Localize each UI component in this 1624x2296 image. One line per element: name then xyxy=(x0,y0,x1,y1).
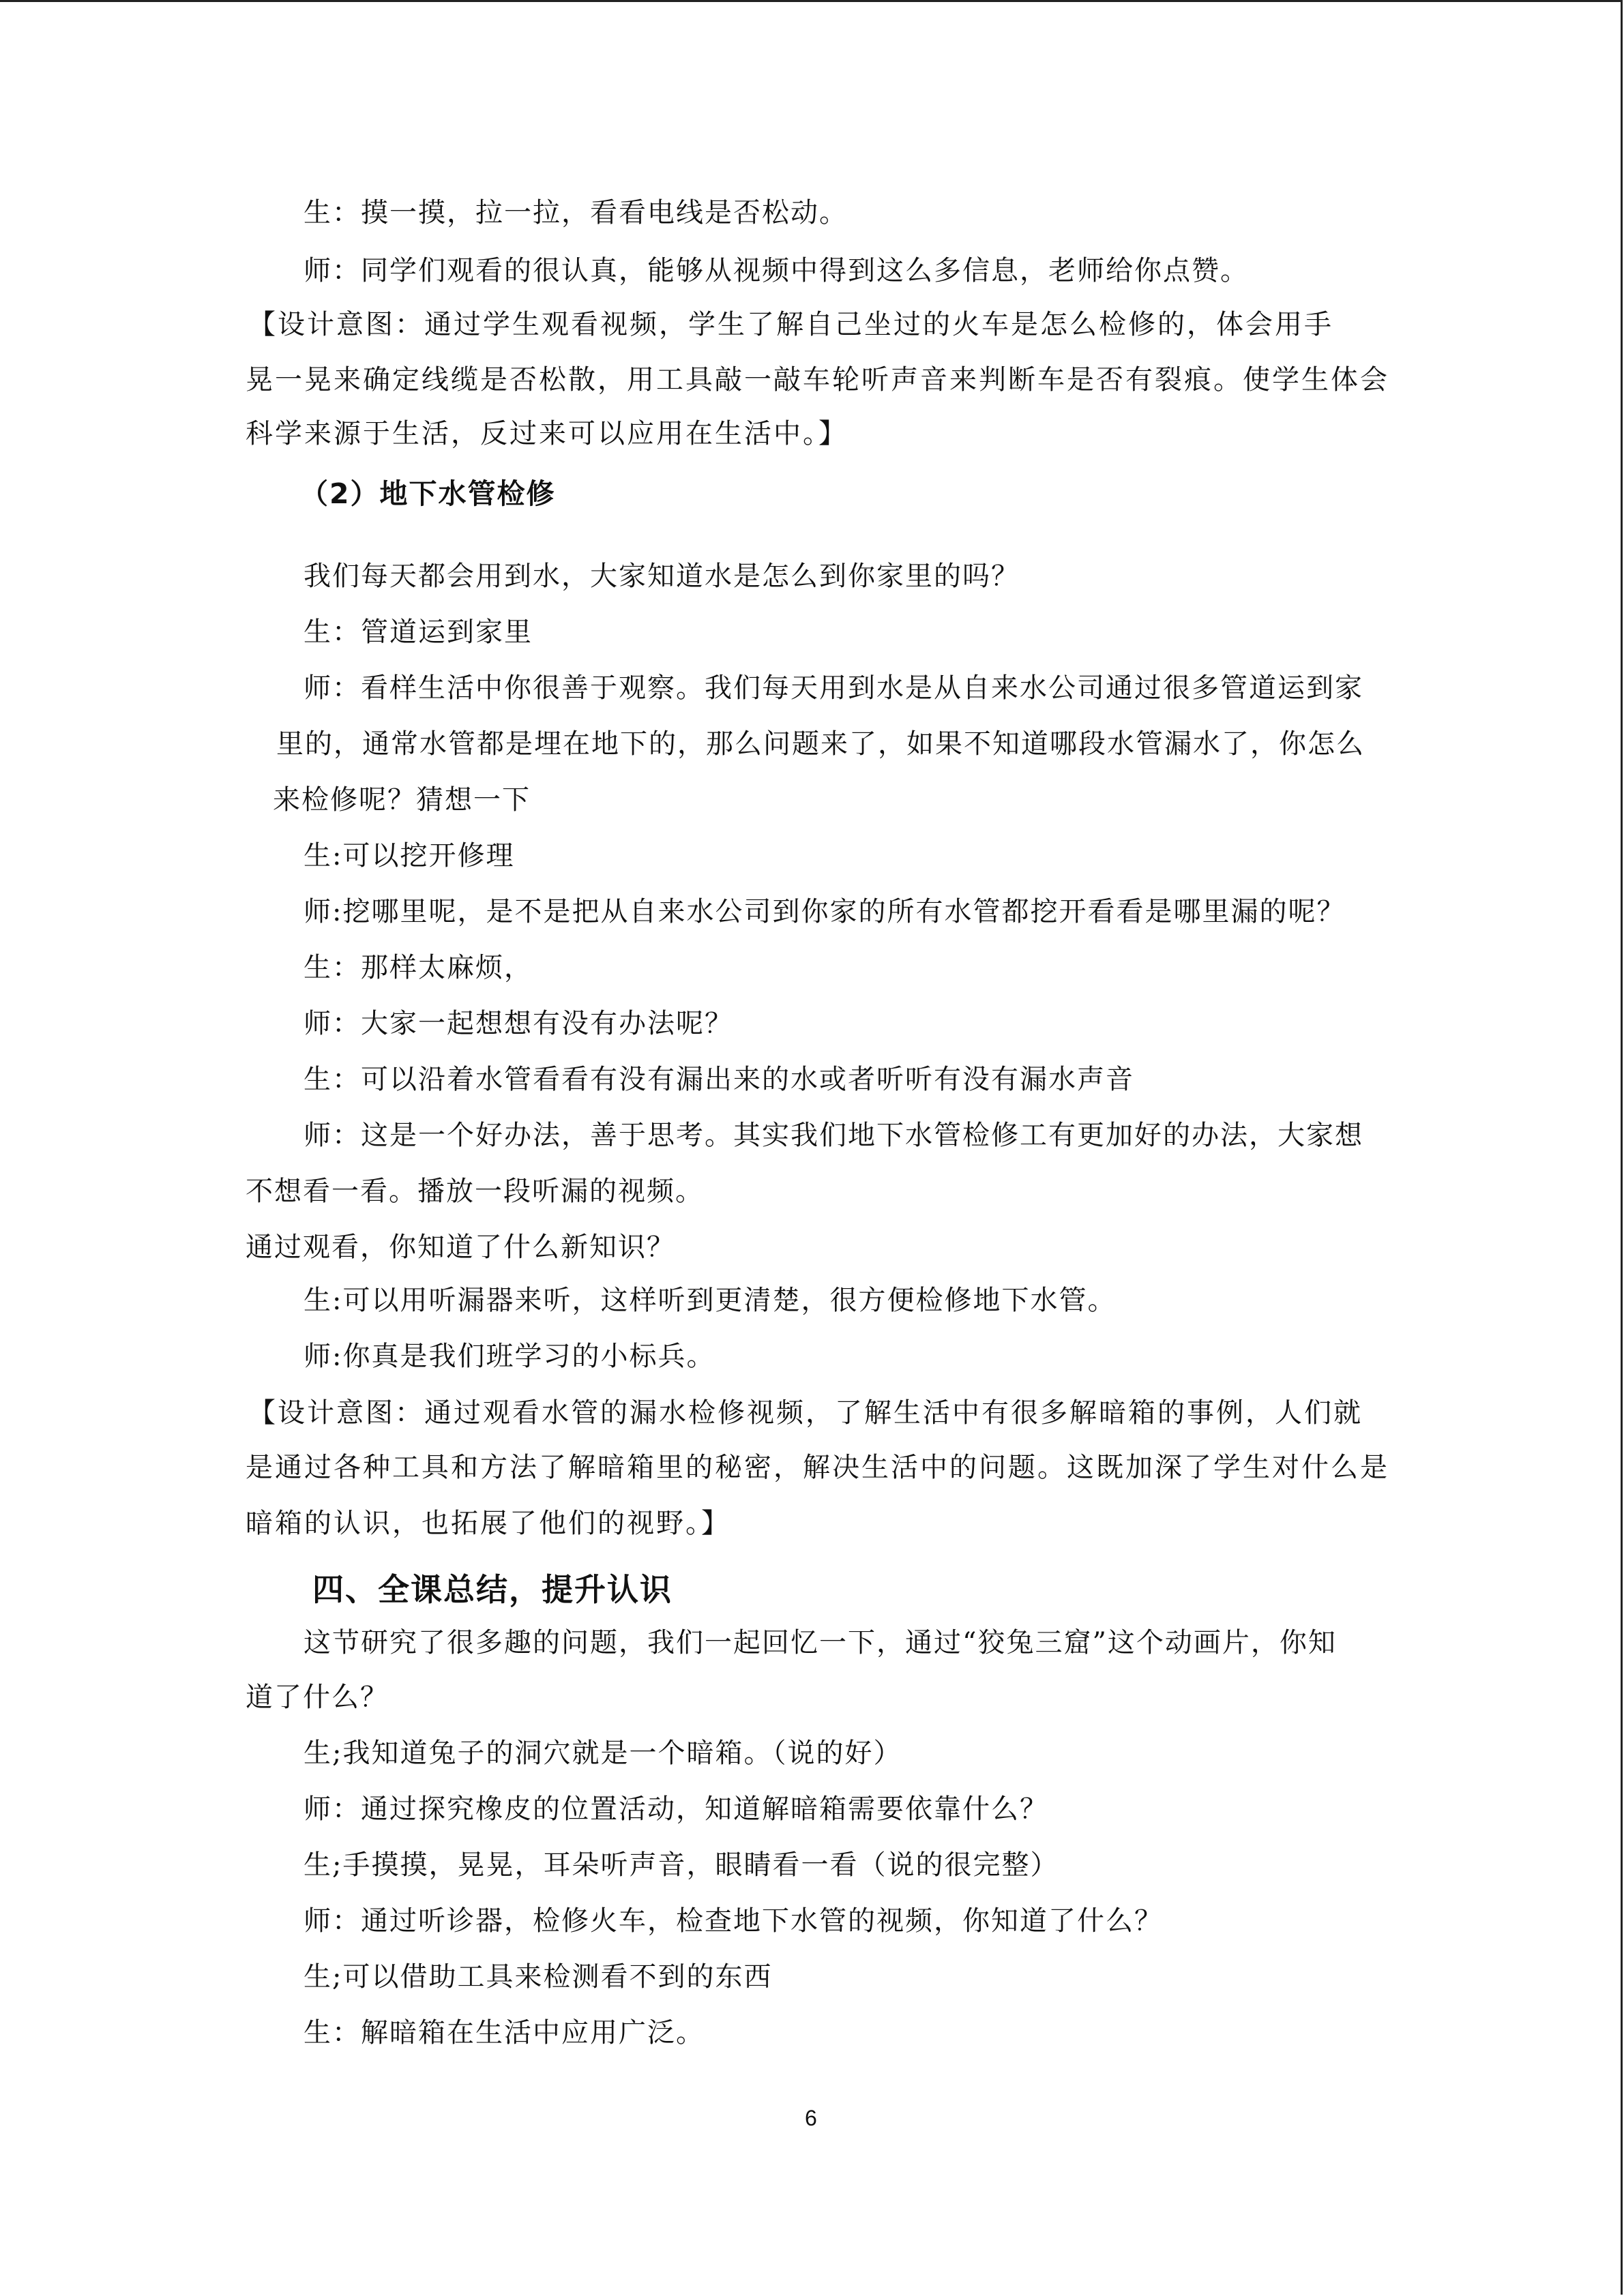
dialogue-line: 来检修呢？猜想一下 xyxy=(273,784,531,816)
subheading: （2）地下水管检修 xyxy=(300,477,556,510)
design-intent-note: 是通过各种工具和方法了解暗箱里的秘密，解决生活中的问题。这既加深了学生对什么是 xyxy=(246,1452,1389,1483)
dialogue-line: 生;我知道兔子的洞穴就是一个暗箱。（说的好） xyxy=(304,1738,902,1769)
design-intent-note: 科学来源于生活，反过来可以应用在生活中。】 xyxy=(246,418,848,449)
section-heading: 四、全课总结，提升认识 xyxy=(312,1571,673,1608)
design-intent-note: 暗箱的认识，也拓展了他们的视野。】 xyxy=(246,1508,730,1539)
paragraph-line: 通过观看，你知道了什么新知识？ xyxy=(246,1232,675,1263)
dialogue-line: 师：这是一个好办法，善于思考。其实我们地下水管检修工有更加好的办法，大家想 xyxy=(304,1120,1363,1151)
dialogue-line: 生：管道运到家里 xyxy=(304,616,533,648)
dialogue-line: 生：摸一摸，拉一拉，看看电线是否松动。 xyxy=(304,197,848,228)
dialogue-line: 生：可以沿着水管看看有没有漏出来的水或者听听有没有漏水声音 xyxy=(304,1064,1134,1095)
paragraph-line: 我们每天都会用到水，大家知道水是怎么到你家里的吗？ xyxy=(304,561,1020,592)
paragraph-line: 道了什么？ xyxy=(246,1682,389,1713)
dialogue-line: 生：解暗箱在生活中应用广泛。 xyxy=(304,2017,705,2048)
dialogue-line: 师:你真是我们班学习的小标兵。 xyxy=(304,1341,715,1372)
dialogue-line: 生:可以挖开修理 xyxy=(304,840,515,871)
dialogue-line: 生:可以用听漏器来听，这样听到更清楚，很方便检修地下水管。 xyxy=(304,1285,1117,1316)
design-intent-note: 【设计意图：通过学生观看视频，学生了解自己坐过的火车是怎么检修的，体会用手 xyxy=(248,309,1333,340)
page-number: 6 xyxy=(805,2106,817,2130)
paragraph-line: 这节研究了很多趣的问题，我们一起回忆一下，通过“狡兔三窟”这个动画片，你知 xyxy=(304,1627,1337,1658)
dialogue-line: 师：大家一起想想有没有办法呢？ xyxy=(304,1008,733,1039)
dialogue-line: 师：通过听诊器，检修火车，检查地下水管的视频，你知道了什么？ xyxy=(304,1905,1163,1937)
dialogue-line: 里的，通常水管都是埋在地下的，那么问题来了，如果不知道哪段水管漏水了，你怎么 xyxy=(276,728,1365,760)
dialogue-line: 生;手摸摸，晃晃，耳朵听声音，眼睛看一看（说的很完整） xyxy=(304,1849,1059,1881)
design-intent-note: 晃一晃来确定线缆是否松散，用工具敲一敲车轮听声音来判断车是否有裂痕。使学生体会 xyxy=(246,364,1389,396)
dialogue-line: 师：通过探究橡皮的位置活动，知道解暗箱需要依靠什么？ xyxy=(304,1793,1048,1825)
dialogue-line: 师：看样生活中你很善于观察。我们每天用到水是从自来水公司通过很多管道运到家 xyxy=(304,672,1363,704)
dialogue-line: 生：那样太麻烦， xyxy=(304,952,533,983)
dialogue-line: 师:挖哪里呢，是不是把从自来水公司到你家的所有水管都挖开看看是哪里漏的呢？ xyxy=(304,896,1346,927)
dialogue-line: 师：同学们观看的很认真，能够从视频中得到这么多信息，老师给你点赞。 xyxy=(304,255,1249,286)
dialogue-line: 生;可以借助工具来检测看不到的东西 xyxy=(304,1961,773,1993)
design-intent-note: 【设计意图：通过观看水管的漏水检修视频，了解生活中有很多解暗箱的事例，人们就 xyxy=(248,1397,1363,1429)
dialogue-line: 不想看一看。播放一段听漏的视频。 xyxy=(246,1176,704,1207)
